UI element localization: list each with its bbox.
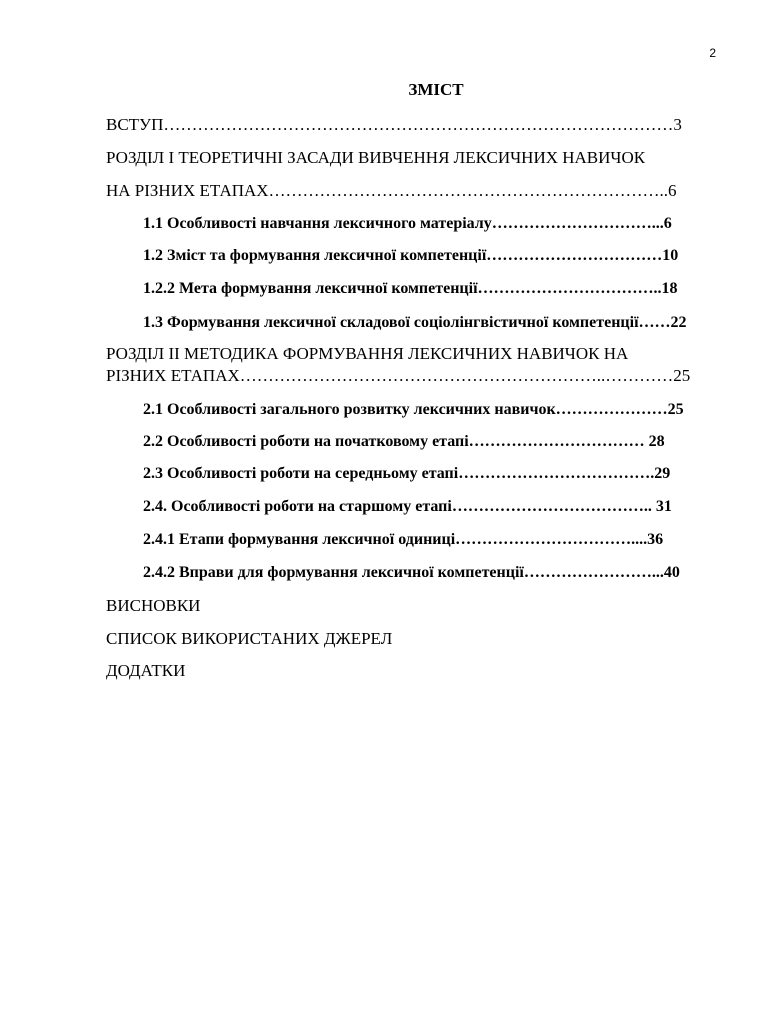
- toc-entry-2-4-1: 2.4.1 Етапи формування лексичної одиниці……………………………....36: [143, 531, 664, 548]
- toc-entry-chapter-1-line-2: НА РІЗНИХ ЕТАПАХ……………………………………………………………..6: [106, 181, 677, 200]
- toc-entry-intro: ВСТУП………………………………………………………………………………3: [106, 115, 682, 134]
- toc-entry-chapter-1-line-1: РОЗДІЛ І ТЕОРЕТИЧНІ ЗАСАДИ ВИВЧЕННЯ ЛЕКСИЧНИХ НАВИЧОК: [106, 148, 646, 167]
- toc-entry-2-1: 2.1 Особливості загального розвитку лексичних навичок…………………25: [143, 401, 684, 418]
- toc-title: ЗМІСТ: [408, 80, 464, 99]
- toc-entry-chapter-2-line-2: РІЗНИХ ЕТАПАХ………………………………………………………..…………25: [106, 366, 691, 385]
- toc-entry-2-4-2: 2.4.2 Вправи для формування лексичної компетенції……………………...40: [143, 564, 680, 581]
- toc-entry-chapter-2-line-1: РОЗДІЛ ІІ МЕТОДИКА ФОРМУВАННЯ ЛЕКСИЧНИХ НАВИЧОК НА: [106, 344, 629, 363]
- toc-entry-2-4: 2.4. Особливості роботи на старшому етапі……………………………….. 31: [143, 498, 672, 515]
- toc-entry-2-3: 2.3 Особливості роботи на середньому етапі……………………………….29: [143, 465, 671, 482]
- toc-entry-appendices: ДОДАТКИ: [106, 661, 186, 680]
- toc-entry-1-3: 1.3 Формування лексичної складової соціолінгвістичної компетенції……22: [143, 314, 687, 331]
- toc-entry-conclusions: ВИСНОВКИ: [106, 596, 201, 615]
- toc-entry-1-2-2: 1.2.2 Мета формування лексичної компетенції……………………………..18: [143, 280, 678, 297]
- toc-entry-references: СПИСОК ВИКОРИСТАНИХ ДЖЕРЕЛ: [106, 629, 393, 648]
- toc-entry-2-2: 2.2 Особливості роботи на початковому етапі…………………………… 28: [143, 433, 665, 450]
- toc-entry-1-1: 1.1 Особливості навчання лексичного матеріалу…………………………...6: [143, 215, 672, 232]
- page-number: 2: [709, 46, 716, 60]
- toc-entry-1-2: 1.2 Зміст та формування лексичної компетенції……………………………10: [143, 247, 679, 264]
